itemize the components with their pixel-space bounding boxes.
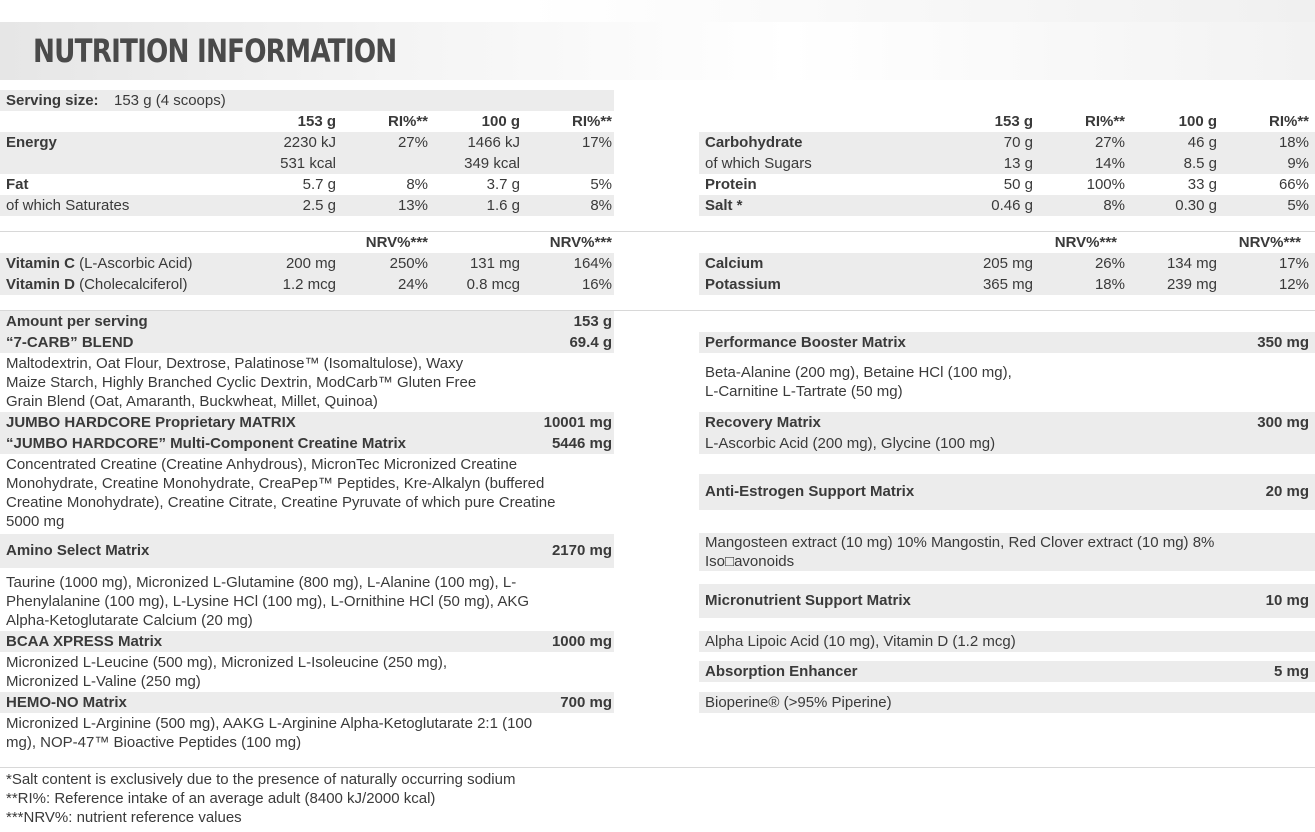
ri-value: 13% xyxy=(397,197,428,214)
value-per-100g: 46 g xyxy=(1187,134,1217,151)
page-title: NUTRITION INFORMATION xyxy=(33,32,397,70)
description-line: Maize Starch, Highly Branched Cyclic Dextrin, ModCarb™ Gluten Free xyxy=(6,374,477,391)
value-per-serving: 1.2 mcg xyxy=(282,276,336,293)
matrix-header xyxy=(699,584,1315,618)
value-per-100g: 0.30 g xyxy=(1175,197,1217,214)
matrix-description xyxy=(6,714,614,752)
ri-value: 8% xyxy=(406,176,428,193)
description-line: Grain Blend (Oat, Amaranth, Buckwheat, Millet, Quinoa) xyxy=(6,393,378,410)
table-row xyxy=(0,132,614,153)
matrix-header xyxy=(699,332,1315,353)
matrix-value: 1000 mg xyxy=(551,633,612,650)
matrix-header xyxy=(0,692,614,713)
matrix-value: 10001 mg xyxy=(543,414,612,431)
table-row xyxy=(699,274,1315,295)
header-nrv: NRV%*** xyxy=(1054,234,1117,251)
matrix-name: BCAA XPRESS Matrix xyxy=(6,633,163,650)
nutrient-name: Carbohydrate xyxy=(705,134,803,151)
nrv-value: 12% xyxy=(1278,276,1309,293)
amount-label: Amount per serving xyxy=(6,313,148,330)
ri-value: 100% xyxy=(1086,176,1125,193)
matrix-name: JUMBO HARDCORE Proprietary MATRIX xyxy=(6,414,296,431)
value-per-serving: 50 g xyxy=(1003,176,1033,193)
ri-value: 5% xyxy=(590,176,612,193)
value-per-serving: 13 g xyxy=(1003,155,1033,172)
matrix-value: 5 mg xyxy=(1273,663,1309,680)
ri-value: 27% xyxy=(1094,134,1125,151)
nrv-value: 26% xyxy=(1094,255,1125,272)
description-line: Micronized L-Arginine (500 mg), AAKG L-Arginine Alpha-Ketoglutarate 2:1 (100 xyxy=(6,715,533,732)
ri-value: 5% xyxy=(1287,197,1309,214)
table-row xyxy=(0,174,614,195)
nrv-value: 17% xyxy=(1278,255,1309,272)
matrix-value: 20 mg xyxy=(1265,483,1309,500)
description-line: Beta-Alanine (200 mg), Betaine HCl (100 mg), xyxy=(705,364,1012,381)
matrix-value: 350 mg xyxy=(1257,334,1309,351)
header-nrv: NRV%*** xyxy=(365,234,428,251)
footnotes xyxy=(6,770,1306,827)
value-per-serving: 2230 kJ xyxy=(283,134,336,151)
matrix-name: Performance Booster Matrix xyxy=(705,334,906,351)
table-row xyxy=(699,174,1315,195)
vitamin-name: Vitamin C xyxy=(6,255,75,272)
nutrient-name: of which Sugars xyxy=(705,155,812,172)
matrix-description xyxy=(6,455,614,531)
nrv-value: 16% xyxy=(581,276,612,293)
title-bar xyxy=(0,22,1315,80)
matrix-name: HEMO-NO Matrix xyxy=(6,694,127,711)
matrix-description xyxy=(699,533,1315,571)
matrix-value: 5446 mg xyxy=(551,435,612,452)
description-line: Monohydrate, Creatine Monohydrate, CreaPep™ Peptides, Kre-Alkalyn (buffered xyxy=(6,475,545,492)
description-line: Iso□avonoids xyxy=(705,553,795,570)
ri-value: 66% xyxy=(1278,176,1309,193)
nutrient-name: Protein xyxy=(705,176,757,193)
table-row xyxy=(699,132,1315,153)
matrix-name: “JUMBO HARDCORE” Multi-Component Creatine Matrix xyxy=(6,435,407,452)
footnote: ***NRV%: nutrient reference values xyxy=(6,809,242,826)
nrv-value: 250% xyxy=(389,255,428,272)
value-per-100g: 134 mg xyxy=(1166,255,1217,272)
footnote: **RI%: Reference intake of an average adult (8400 kJ/2000 kcal) xyxy=(6,790,436,807)
top-fade xyxy=(0,0,1315,22)
matrix-description xyxy=(705,363,1315,401)
ri-value: 27% xyxy=(397,134,428,151)
matrix-name: Recovery Matrix xyxy=(705,414,821,431)
mineral-name: Calcium xyxy=(705,255,764,272)
value-per-serving: 205 mg xyxy=(982,255,1033,272)
ri-value: 17% xyxy=(581,134,612,151)
value-per-serving: 365 mg xyxy=(982,276,1033,293)
description-line: Alpha-Ketoglutarate Calcium (20 mg) xyxy=(6,612,253,629)
description-line: Micronized L-Leucine (500 mg), Micronized L-Isoleucine (250 mg), xyxy=(6,654,448,671)
description-line: 5000 mg xyxy=(6,513,65,530)
matrix-header xyxy=(699,474,1315,510)
nrv-value: 18% xyxy=(1094,276,1125,293)
mineral-header xyxy=(699,232,1315,253)
value-per-100g: 1.6 g xyxy=(486,197,520,214)
left-table-header xyxy=(0,111,614,132)
header-per-serving: 153 g xyxy=(994,113,1033,130)
description-line: mg), NOP-47™ Bioactive Peptides (100 mg) xyxy=(6,734,302,751)
matrix-name: Micronutrient Support Matrix xyxy=(705,592,911,609)
table-row xyxy=(0,195,614,216)
vitamin-name: Vitamin D xyxy=(6,276,75,293)
header-ri: RI%** xyxy=(1268,113,1309,130)
matrix-header xyxy=(699,412,1315,433)
matrix-header xyxy=(699,661,1315,682)
description-line: Bioperine® (>95% Piperine) xyxy=(705,694,892,711)
table-row xyxy=(0,253,614,274)
footnote: *Salt content is exclusively due to the presence of naturally occurring sodium xyxy=(6,771,516,788)
value-per-serving: 0.46 g xyxy=(991,197,1033,214)
description-line: L-Carnitine L-Tartrate (50 mg) xyxy=(705,383,903,400)
description-line: L-Ascorbic Acid (200 mg), Glycine (100 mg) xyxy=(705,435,996,452)
description-line: Micronized L-Valine (250 mg) xyxy=(6,673,201,690)
description-line: Creatine Monohydrate), Creatine Citrate, Creatine Pyruvate of which pure Creatine xyxy=(6,494,556,511)
serving-label: Serving size: xyxy=(6,92,99,109)
matrix-value: 300 mg xyxy=(1257,414,1309,431)
matrix-header xyxy=(0,332,614,353)
ri-value: 18% xyxy=(1278,134,1309,151)
value-per-100g: 131 mg xyxy=(469,255,520,272)
matrix-name: “7-CARB” BLEND xyxy=(6,334,134,351)
header-per-serving: 153 g xyxy=(297,113,336,130)
matrix-name: Absorption Enhancer xyxy=(705,663,858,680)
matrix-name: Amino Select Matrix xyxy=(6,542,150,559)
value-per-serving: 2.5 g xyxy=(302,197,336,214)
nutrient-name: Salt * xyxy=(705,197,743,214)
matrix-header xyxy=(0,412,614,433)
value-per-serving: 200 mg xyxy=(285,255,336,272)
ri-value: 14% xyxy=(1094,155,1125,172)
header-ri: RI%** xyxy=(571,113,612,130)
value-per-serving: 5.7 g xyxy=(302,176,336,193)
description-line: Alpha Lipoic Acid (10 mg), Vitamin D (1.2 mcg) xyxy=(705,633,1016,650)
value-per-100g: 349 kcal xyxy=(464,155,520,172)
ri-value: 8% xyxy=(590,197,612,214)
table-row xyxy=(0,153,614,174)
table-row xyxy=(699,153,1315,174)
nutrient-name: Fat xyxy=(6,176,29,193)
serving-row xyxy=(0,90,614,111)
amount-value: 153 g xyxy=(573,313,612,330)
value-per-100g: 1466 kJ xyxy=(467,134,520,151)
nutrient-name: Energy xyxy=(6,134,57,151)
description-line: Concentrated Creatine (Creatine Anhydrous), MicronTec Micronized Creatine xyxy=(6,456,518,473)
nutrient-name: of which Saturates xyxy=(6,197,130,214)
matrix-description xyxy=(699,692,1315,713)
table-row xyxy=(699,195,1315,216)
matrix-description xyxy=(6,354,614,411)
value-per-100g: 33 g xyxy=(1187,176,1217,193)
matrix-value: 700 mg xyxy=(560,694,612,711)
matrix-value: 69.4 g xyxy=(569,334,612,351)
matrix-header xyxy=(0,631,614,652)
value-per-100g: 8.5 g xyxy=(1183,155,1217,172)
vitamin-subname: (L-Ascorbic Acid) xyxy=(74,255,193,272)
header-nrv: NRV%*** xyxy=(549,234,612,251)
header-ri: RI%** xyxy=(1084,113,1125,130)
vitamin-header xyxy=(0,232,614,253)
right-table-header xyxy=(699,111,1315,132)
header-nrv: NRV%*** xyxy=(1238,234,1301,251)
matrix-description xyxy=(699,433,1315,454)
matrix-value: 10 mg xyxy=(1265,592,1309,609)
vitamin-subname: (Cholecalciferol) xyxy=(74,276,188,293)
table-row xyxy=(699,253,1315,274)
amount-row xyxy=(0,311,614,332)
nrv-value: 164% xyxy=(573,255,612,272)
header-per-100g: 100 g xyxy=(1178,113,1217,130)
value-per-100g: 239 mg xyxy=(1166,276,1217,293)
matrix-header xyxy=(0,534,614,568)
description-line: Mangosteen extract (10 mg) 10% Mangostin, Red Clover extract (10 mg) 8% xyxy=(705,534,1215,551)
matrix-name: Anti-Estrogen Support Matrix xyxy=(705,483,915,500)
header-ri: RI%** xyxy=(387,113,428,130)
matrix-value: 2170 mg xyxy=(551,542,612,559)
matrix-description xyxy=(6,573,614,630)
description-line: Maltodextrin, Oat Flour, Dextrose, Palatinose™ (Isomaltulose), Waxy xyxy=(6,355,464,372)
matrix-description xyxy=(699,631,1315,652)
description-line: Phenylalanine (100 mg), L-Lysine HCl (100 mg), L-Ornithine HCl (50 mg), AKG xyxy=(6,593,529,610)
serving-value: 153 g (4 scoops) xyxy=(114,92,226,109)
value-per-serving: 531 kcal xyxy=(280,155,336,172)
nrv-value: 24% xyxy=(397,276,428,293)
value-per-100g: 3.7 g xyxy=(486,176,520,193)
mineral-name: Potassium xyxy=(705,276,781,293)
header-per-100g: 100 g xyxy=(481,113,520,130)
table-row xyxy=(0,274,614,295)
divider xyxy=(0,767,1315,768)
value-per-100g: 0.8 mcg xyxy=(466,276,520,293)
matrix-description xyxy=(6,653,614,691)
description-line: Taurine (1000 mg), Micronized L-Glutamine (800 mg), L-Alanine (100 mg), L- xyxy=(6,574,517,591)
value-per-serving: 70 g xyxy=(1003,134,1033,151)
ri-value: 8% xyxy=(1103,197,1125,214)
ri-value: 9% xyxy=(1287,155,1309,172)
matrix-header xyxy=(0,433,614,454)
